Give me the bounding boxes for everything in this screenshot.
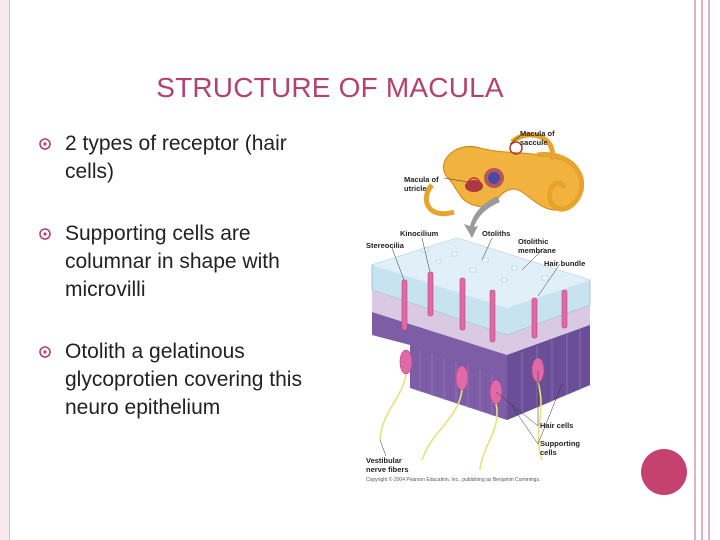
label-kinocilium: Kinocilium	[400, 229, 439, 238]
slide-title: STRUCTURE OF MACULA	[156, 72, 504, 103]
bullet-text: 2 types of receptor (hair cells)	[65, 132, 287, 183]
bullet-list	[38, 130, 338, 456]
bullet-icon	[38, 345, 52, 359]
decorative-circle	[641, 449, 687, 495]
label-vestibular-nerve: Vestibular nerve fibers	[366, 456, 409, 474]
macula-diagram	[362, 130, 596, 484]
bullet-item	[38, 220, 338, 304]
label-macula-saccule: Macula of saccule	[520, 130, 555, 147]
bullet-text: Otolith a gelatinous glycoprotien covering this neuro epithelium	[65, 340, 302, 419]
label-supporting-cells: Supporting cells	[540, 439, 580, 457]
label-macula-utricle: Macula of utricle	[404, 175, 439, 193]
bullet-icon	[38, 227, 52, 241]
inner-ear-illustration	[426, 135, 581, 214]
bullet-item	[38, 338, 338, 422]
label-stereocilia: Stereocilia	[366, 241, 404, 250]
figure-copyright: Copyright © 2004 Pearson Education, Inc., publishing as Benjamin Cummings.	[366, 477, 541, 483]
label-otoliths: Otoliths	[482, 229, 511, 238]
bullet-icon	[38, 137, 52, 151]
label-otolithic-membrane: Otolithic membrane	[518, 237, 556, 255]
bullet-item	[38, 130, 338, 186]
right-frame-lines	[686, 0, 720, 540]
label-hair-cells: Hair cells	[540, 421, 574, 430]
label-hair-bundle: Hair bundle	[544, 259, 586, 268]
bullet-text: Supporting cells are columnar in shape with microvilli	[65, 222, 280, 301]
